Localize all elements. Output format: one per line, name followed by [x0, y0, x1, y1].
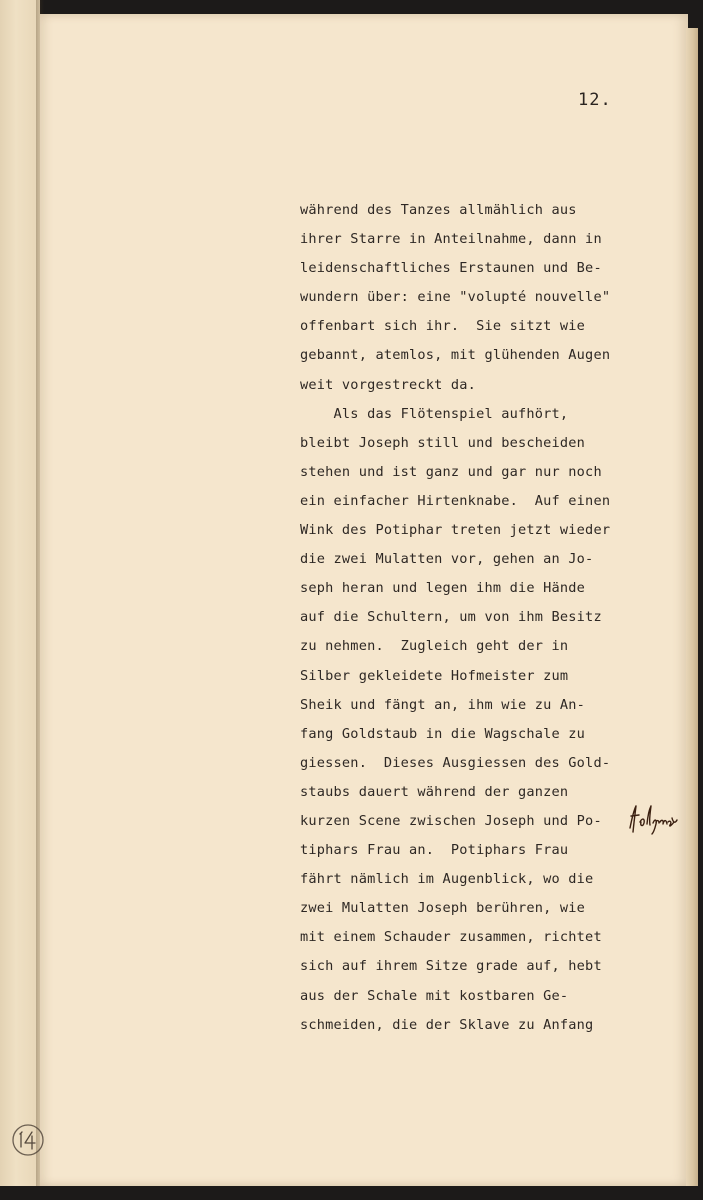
text-line: leidenschaftliches Erstaunen und Be-	[300, 260, 602, 277]
text-line: gebannt, atemlos, mit glühenden Augen	[300, 347, 611, 364]
text-line: weit vorgestreckt da.	[300, 376, 477, 393]
typewritten-body	[300, 196, 660, 1040]
text-line: bleibt Joseph still und bescheiden	[300, 434, 586, 451]
text-line: Als das Flötenspiel aufhört,	[300, 405, 569, 422]
text-line: sich auf ihrem Sitze grade auf, hebt	[300, 958, 602, 975]
text-line: zu nehmen. Zugleich geht der in	[300, 638, 569, 655]
page-number: 12.	[578, 90, 612, 110]
text-line: mit einem Schauder zusammen, richtet	[300, 929, 602, 946]
text-line: fang Goldstaub in die Wagschale zu	[300, 725, 586, 742]
previous-page-edge	[0, 0, 40, 1190]
text-line: Silber gekleidete Hofmeister zum	[300, 667, 569, 684]
text-line: Wink des Potiphar treten jetzt wieder	[300, 522, 611, 539]
scan-background	[0, 1186, 703, 1200]
text-line: offenbart sich ihr. Sie sitzt wie	[300, 318, 586, 335]
text-line: zwei Mulatten Joseph berühren, wie	[300, 900, 586, 917]
text-line: stehen und ist ganz und gar nur noch	[300, 463, 602, 480]
text-line: ein einfacher Hirtenknabe. Auf einen	[300, 492, 611, 509]
text-line: kurzen Scene zwischen Joseph und Po-	[300, 812, 602, 829]
page-stack-edge	[686, 28, 698, 1186]
text-line: seph heran und legen ihm die Hände	[300, 580, 586, 597]
text-line: giessen. Dieses Ausgiessen des Gold-	[300, 754, 611, 771]
text-line: Sheik und fängt an, ihm wie zu An-	[300, 696, 586, 713]
text-line: ihrer Starre in Anteilnahme, dann in	[300, 231, 602, 248]
archive-stamp-14	[10, 1122, 46, 1158]
handwritten-margin-note	[626, 800, 680, 838]
text-line: staubs dauert während der ganzen	[300, 783, 569, 800]
text-line: schmeiden, die der Sklave zu Anfang	[300, 1016, 594, 1033]
text-line: auf die Schultern, um von ihm Besitz	[300, 609, 602, 626]
text-line: fährt nämlich im Augenblick, wo die	[300, 871, 594, 888]
text-line: aus der Schale mit kostbaren Ge-	[300, 987, 569, 1004]
text-line: wundern über: eine "volupté nouvelle"	[300, 289, 611, 306]
text-line: während des Tanzes allmählich aus	[300, 202, 577, 218]
text-line: tiphars Frau an. Potiphars Frau	[300, 842, 569, 859]
text-line: die zwei Mulatten vor, gehen an Jo-	[300, 551, 594, 568]
